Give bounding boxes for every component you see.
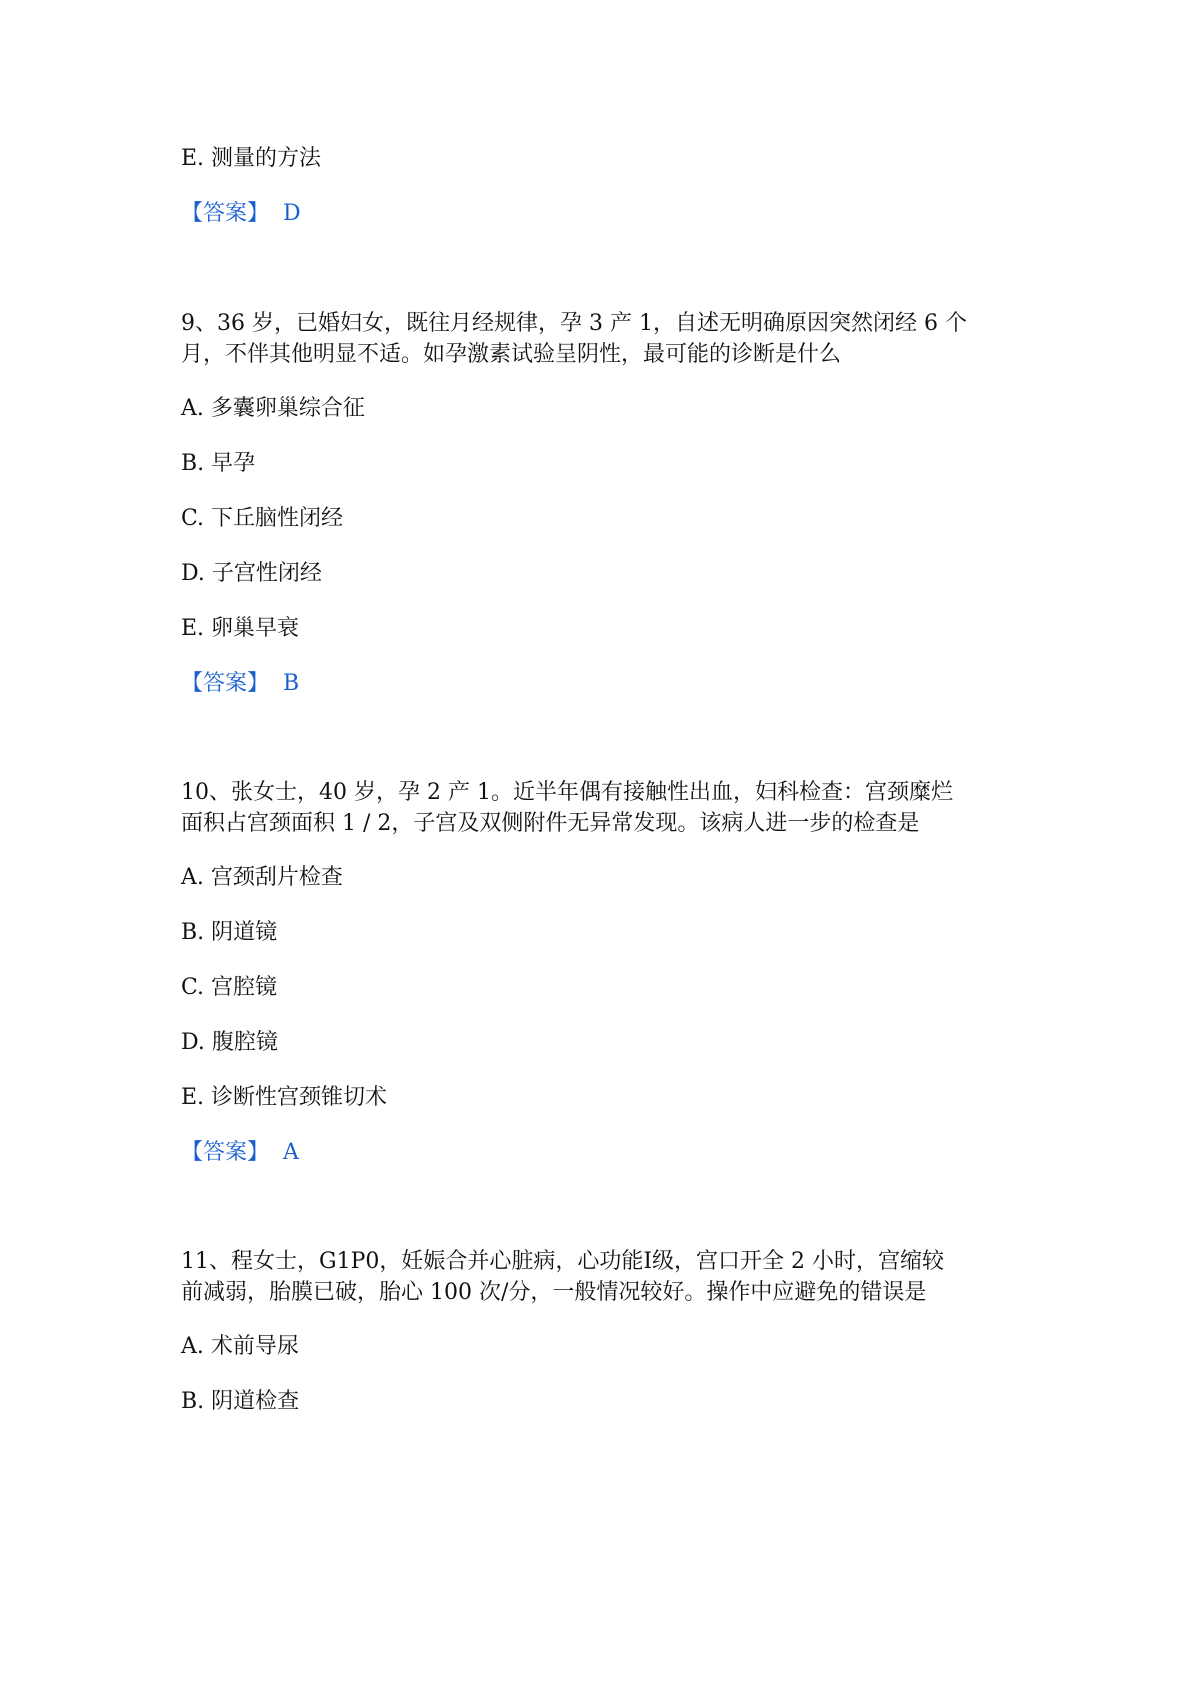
answer-line — [181, 198, 301, 230]
question-stem: 9、36 岁，已婚妇女，既往月经规律，孕 3 产 1，自述无明确原因突然闭经 6 个 — [181, 311, 967, 336]
answer-value: B — [283, 671, 300, 696]
question-stem: 11、程女士，G1P0，妊娠合并心脏病，心功能Ⅰ级，宫口开全 2 小时，宫缩较 — [181, 1249, 945, 1274]
answer-line — [181, 668, 299, 700]
answer-label: 【答案】 — [181, 201, 270, 226]
option-d: D. 腹腔镜 — [181, 1030, 278, 1055]
question-stem: 月，不伴其他明显不适。如孕激素试验呈阴性，最可能的诊断是什么 — [181, 342, 842, 367]
option-e: E. 测量的方法 — [181, 146, 322, 171]
option-c: C. 下丘脑性闭经 — [181, 506, 344, 531]
option-a: A. 术前导尿 — [181, 1334, 299, 1359]
answer-value: A — [283, 1140, 299, 1165]
answer-value: D — [283, 201, 301, 226]
answer-label: 【答案】 — [181, 1140, 270, 1165]
question-stem: 10、张女士，40 岁，孕 2 产 1。近半年偶有接触性出血，妇科检查：宫颈糜烂 — [181, 780, 953, 805]
answer-label: 【答案】 — [181, 671, 270, 696]
option-a: A. 多囊卵巢综合征 — [181, 396, 365, 421]
question-stem: 面积占宫颈面积 1 / 2，子宫及双侧附件无异常发现。该病人进一步的检查是 — [181, 811, 920, 836]
option-e: E. 卵巢早衰 — [181, 616, 300, 641]
option-b: B. 阴道镜 — [181, 920, 278, 945]
option-e: E. 诊断性宫颈锥切术 — [181, 1085, 388, 1110]
answer-line — [181, 1137, 299, 1169]
option-a: A. 宫颈刮片检查 — [181, 865, 343, 890]
option-c: C. 宫腔镜 — [181, 975, 278, 1000]
option-b: B. 早孕 — [181, 451, 256, 476]
option-b: B. 阴道检查 — [181, 1389, 300, 1414]
option-d: D. 子宫性闭经 — [181, 561, 322, 586]
question-stem: 前减弱，胎膜已破，胎心 100 次/分，一般情况较好。操作中应避免的错误是 — [181, 1280, 927, 1305]
